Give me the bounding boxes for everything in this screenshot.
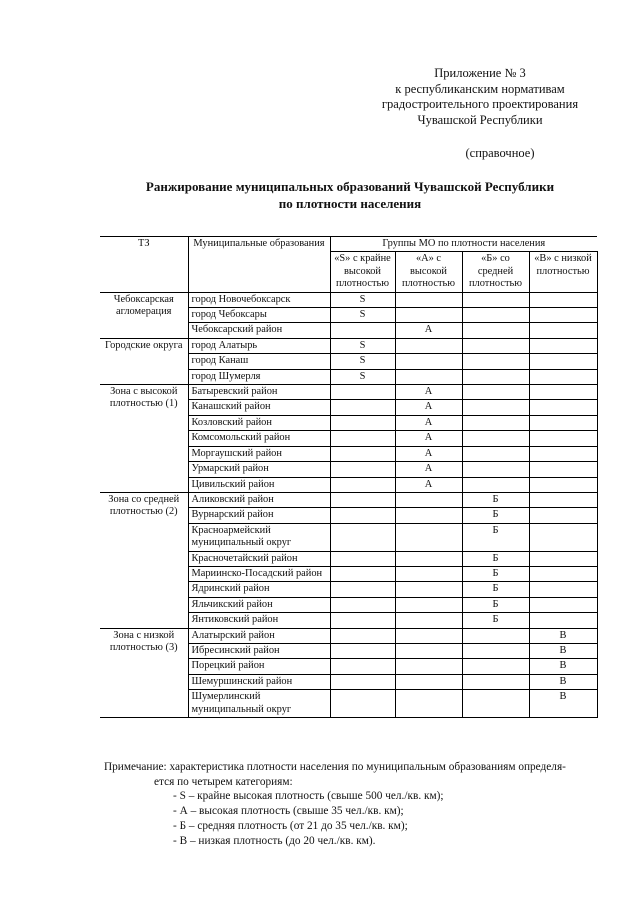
group-s-cell <box>330 385 395 400</box>
group-s-cell <box>330 582 395 597</box>
group-a-cell: А <box>395 462 462 477</box>
group-s-cell <box>330 643 395 658</box>
note-item: - S – крайне высокая плотность (свыше 500 чел./кв. км); <box>173 790 444 803</box>
municipality-name: Аликовский район <box>188 492 330 507</box>
note-line-2: ется по четырем категориям: <box>154 775 293 788</box>
group-a-cell <box>395 613 462 628</box>
municipality-name: Чебоксарский район <box>188 323 330 338</box>
group-a-cell <box>395 292 462 307</box>
header-group-b: «Б» со средней плотностью <box>462 252 529 292</box>
group-b-cell <box>462 446 529 461</box>
group-b-cell <box>462 477 529 492</box>
group-b-cell <box>462 462 529 477</box>
group-s-cell <box>330 597 395 612</box>
group-a-cell <box>395 551 462 566</box>
group-s-cell <box>330 415 395 430</box>
group-v-cell <box>529 613 597 628</box>
group-v-cell <box>529 597 597 612</box>
group-b-cell <box>462 385 529 400</box>
group-v-cell <box>529 308 597 323</box>
municipality-name: Цивильский район <box>188 477 330 492</box>
appendix-line-3: градостроительного проектирования <box>381 97 579 111</box>
note-item: - Б – средняя плотность (от 21 до 35 чел./кв. км); <box>173 819 408 832</box>
group-a-cell <box>395 659 462 674</box>
group-b-cell: Б <box>462 613 529 628</box>
group-a-cell <box>395 643 462 658</box>
group-a-cell <box>395 354 462 369</box>
group-v-cell: В <box>529 643 597 658</box>
group-a-cell <box>395 338 462 353</box>
municipality-name: Янтиковский район <box>188 613 330 628</box>
group-s-cell <box>330 462 395 477</box>
municipality-name: Канашский район <box>188 400 330 415</box>
group-v-cell <box>529 446 597 461</box>
header-mo: Муниципальные образования <box>188 237 330 293</box>
group-b-cell <box>462 643 529 658</box>
group-a-cell <box>395 566 462 581</box>
municipality-name: Шемуршинский район <box>188 674 330 689</box>
group-a-cell <box>395 628 462 643</box>
appendix-header <box>360 66 600 128</box>
group-b-cell <box>462 369 529 384</box>
header-group-s: «S» с крайне высокой плотностью <box>330 252 395 292</box>
title-line-2: по плотности населения <box>278 196 422 211</box>
group-b-cell <box>462 659 529 674</box>
group-b-cell <box>462 400 529 415</box>
header-group-v: «В» с низкой плотностью <box>529 252 597 292</box>
group-b-cell: Б <box>462 523 529 551</box>
group-v-cell <box>529 523 597 551</box>
group-b-cell <box>462 690 529 718</box>
group-v-cell <box>529 492 597 507</box>
municipality-name: Красноармейский муниципальный округ <box>188 523 330 551</box>
municipality-name: Алатырский район <box>188 628 330 643</box>
group-s-cell <box>330 323 395 338</box>
group-s-cell <box>330 566 395 581</box>
appendix-line-4: Чувашской Республики <box>417 112 543 127</box>
group-v-cell <box>529 323 597 338</box>
municipality-name: Вурнарский район <box>188 508 330 523</box>
group-v-cell <box>529 582 597 597</box>
group-v-cell: В <box>529 628 597 643</box>
group-a-cell: А <box>395 415 462 430</box>
group-b-cell <box>462 628 529 643</box>
municipality-name: Ядринский район <box>188 582 330 597</box>
group-b-cell: Б <box>462 582 529 597</box>
municipality-name: Комсомольский район <box>188 431 330 446</box>
group-s-cell <box>330 400 395 415</box>
group-v-cell: В <box>529 659 597 674</box>
group-s-cell <box>330 431 395 446</box>
group-s-cell <box>330 659 395 674</box>
footnote <box>104 760 604 848</box>
group-a-cell: А <box>395 400 462 415</box>
municipality-name: Урмарский район <box>188 462 330 477</box>
group-s-cell: S <box>330 354 395 369</box>
table-body <box>100 292 597 717</box>
group-v-cell <box>529 369 597 384</box>
group-s-cell <box>330 508 395 523</box>
group-v-cell <box>529 354 597 369</box>
group-v-cell <box>529 415 597 430</box>
group-v-cell <box>529 462 597 477</box>
group-v-cell <box>529 551 597 566</box>
group-b-cell <box>462 354 529 369</box>
group-s-cell: S <box>330 338 395 353</box>
municipality-name: Порецкий район <box>188 659 330 674</box>
territorial-zone: Зона со средней плотностью (2) <box>100 492 188 628</box>
group-a-cell: А <box>395 385 462 400</box>
table-row <box>100 338 597 353</box>
municipality-name: город Шумерля <box>188 369 330 384</box>
territorial-zone: Городские округа <box>100 338 188 384</box>
municipality-name: город Чебоксары <box>188 308 330 323</box>
note-item: - А – высокая плотность (свыше 35 чел./кв. км); <box>173 805 404 818</box>
group-b-cell: Б <box>462 492 529 507</box>
appendix-line-1: Приложение № 3 <box>434 66 526 80</box>
group-a-cell: А <box>395 446 462 461</box>
group-b-cell: Б <box>462 551 529 566</box>
table-row <box>100 628 597 643</box>
group-a-cell: А <box>395 323 462 338</box>
group-a-cell: А <box>395 477 462 492</box>
group-b-cell <box>462 674 529 689</box>
group-v-cell <box>529 508 597 523</box>
document-title <box>100 178 600 212</box>
group-v-cell: В <box>529 690 597 718</box>
municipality-name: Козловский район <box>188 415 330 430</box>
group-v-cell <box>529 385 597 400</box>
municipality-name: Ибресинский район <box>188 643 330 658</box>
appendix-line-2: к республиканским нормативам <box>395 81 565 96</box>
group-v-cell <box>529 431 597 446</box>
territorial-zone: Чебоксарская агломерация <box>100 292 188 338</box>
group-b-cell: Б <box>462 508 529 523</box>
group-s-cell <box>330 690 395 718</box>
group-v-cell: В <box>529 674 597 689</box>
note-item: - В – низкая плотность (до 20 чел./кв. км). <box>173 834 376 847</box>
group-a-cell <box>395 308 462 323</box>
group-a-cell <box>395 492 462 507</box>
header-groups: Группы МО по плотности населения <box>330 237 597 252</box>
header-tz: ТЗ <box>100 237 188 293</box>
municipality-name: город Новочебоксарск <box>188 292 330 307</box>
municipality-name: Батыревский район <box>188 385 330 400</box>
municipality-name: Мариинско-Посадский район <box>188 566 330 581</box>
municipality-name: Шумерлинский муниципальный округ <box>188 690 330 718</box>
group-s-cell <box>330 551 395 566</box>
group-b-cell <box>462 338 529 353</box>
reference-label: (справочное) <box>465 146 535 160</box>
group-a-cell <box>395 369 462 384</box>
table-row <box>100 292 597 307</box>
group-v-cell <box>529 338 597 353</box>
group-v-cell <box>529 292 597 307</box>
group-a-cell <box>395 690 462 718</box>
group-s-cell: S <box>330 369 395 384</box>
group-b-cell <box>462 323 529 338</box>
table-row <box>100 492 597 507</box>
group-b-cell <box>462 292 529 307</box>
group-s-cell <box>330 613 395 628</box>
group-a-cell: А <box>395 431 462 446</box>
group-a-cell <box>395 582 462 597</box>
municipality-name: Яльчикский район <box>188 597 330 612</box>
group-s-cell <box>330 674 395 689</box>
note-line-1: Примечание: характеристика плотности населения по муниципальным образованиям определя- <box>104 761 566 773</box>
group-b-cell <box>462 431 529 446</box>
group-v-cell <box>529 400 597 415</box>
group-a-cell <box>395 523 462 551</box>
group-b-cell: Б <box>462 597 529 612</box>
table-row <box>100 385 597 400</box>
group-s-cell: S <box>330 308 395 323</box>
group-v-cell <box>529 477 597 492</box>
municipality-name: Красночетайский район <box>188 551 330 566</box>
group-s-cell <box>330 477 395 492</box>
group-b-cell <box>462 308 529 323</box>
group-v-cell <box>529 566 597 581</box>
group-a-cell <box>395 674 462 689</box>
group-a-cell <box>395 508 462 523</box>
group-a-cell <box>395 597 462 612</box>
territorial-zone: Зона с высокой плотностью (1) <box>100 385 188 493</box>
header-group-a: «А» с высокой плотностью <box>395 252 462 292</box>
group-s-cell <box>330 446 395 461</box>
group-b-cell <box>462 415 529 430</box>
municipality-name: город Алатырь <box>188 338 330 353</box>
municipality-name: город Канаш <box>188 354 330 369</box>
municipality-name: Моргаушский район <box>188 446 330 461</box>
group-s-cell: S <box>330 292 395 307</box>
group-s-cell <box>330 492 395 507</box>
title-line-1: Ранжирование муниципальных образований Чувашской Республики <box>145 179 555 194</box>
territorial-zone: Зона с низкой плотностью (3) <box>100 628 188 717</box>
group-s-cell <box>330 628 395 643</box>
group-b-cell: Б <box>462 566 529 581</box>
ranking-table <box>100 236 598 718</box>
group-s-cell <box>330 523 395 551</box>
